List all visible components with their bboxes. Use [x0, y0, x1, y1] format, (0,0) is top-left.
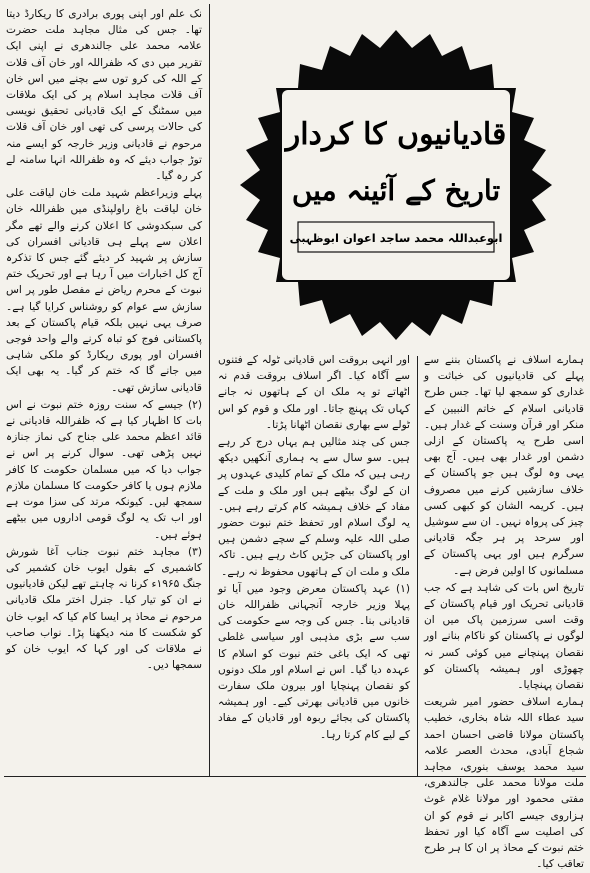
right-paragraph-1: ہمارے اسلاف نے پاکستان بننے سے پہلے کی قادیانیوں کی خباثت و غداری کو سمجھ لیا تھا۔ جس طرح قادیانی اسلام کے خاتم النبیین کے منکر اور قرآن وسنت کے غدار ہیں۔ اسی طرح یہ پاکستان کے ازلی دشمن اور غدار بھی ہیں۔ آج بھی یہی وہ لوگ ہیں جو پاکستان کے خلاف سازشیں کرنے میں مصروف ہیں۔ کریمہ الشان کو کبھی کسی چیز کی پرواہ نہیں۔ ان سے سوشیل اور سرحد پر ہر جگہ قادیانی سرگرم ہیں اور یہی پاکستان کے مسلمانوں کا اولین فرض ہے۔: [424, 354, 584, 577]
headline-badge: [234, 28, 558, 342]
byline: ابوعبداللہ محمد ساجد اعوان ابوظہبی: [289, 231, 503, 245]
left-column: [6, 6, 202, 776]
headline-line-2: تاریخ کے آئینہ میں: [291, 174, 501, 207]
middle-paragraph-3: (۱) عہد پاکستان معرض وجود میں آیا تو پہلا وزیر خارجہ آنجہانی ظفراللہ خان قادیانی بنا۔ جس کی وجہ سے حکومت کی سب سے بڑی مذہبی اور سیاسی غلطی تھی کہ ایک باغی ختم نبوت کو اسلام کا عہدہ دیا گیا۔ اس نے اسلام اور ملک دونوں کو نقصان پہنچایا اور بیرون ملک سفارت خانوں میں قادیانی بھرتی کیے۔ اور ہمیشہ پاکستان کی بجائے ربوہ اور قادیان کے مفاد کے لیے کام کرتا رہا۔: [218, 582, 410, 741]
left-paragraph-3: (۲) جیسے کہ سنت روزہ ختم نبوت نے اس بات کا اظہار کیا ہے کہ ظفراللہ قادیانی نے قائد اعظم محمد علی جناح کی نماز جنازہ نہیں پڑھی تھی۔ سوال کرنے پر اس نے جواب دیا کہ میں مسلمان حکومت کا کافر ملازم ہوں یا کافر حکومت کا مسلمان ملازم سمجھ لیں۔ کیونکہ مرتد کی سزا موت ہے اور اب تک یہ لوگ قومی اداروں میں بیٹھے ہوئے ہیں۔: [6, 398, 202, 541]
middle-paragraph-2: جس کی چند مثالیں ہم یہاں درج کر رہے ہیں۔ سو سال سے یہ ہماری آنکھیں دیکھ رہی ہیں کہ ملک کے تمام کلیدی عہدوں پر ان کے لوگ بیٹھے ہیں اور ملک و ملت کے مفاد کے خلاف ہمیشہ کام کرتے رہے ہیں۔ یہ لوگ اسلام اور تحفظ ختم نبوت حضور صلی اللہ علیہ وسلم کے سچے دشمن ہیں اور پاکستان کی جڑیں کاٹ رہے ہیں۔ تاکہ ملک و ملت ان کے ہاتھوں محفوظ نہ رہے۔: [218, 436, 410, 578]
bottom-rule: [4, 776, 586, 777]
left-paragraph-2: پہلے وزیراعظم شہید ملت خان لیاقت علی خان لیاقت باغ راولپنڈی میں ظفراللہ خان کی سبکدوشی کا اعلان کرنے والے تھے مگر اعلان سے پہلے ہی قادیانی افسران کی سازش پر شہید کر دیئے گئے جس کا تذکرہ آج کل اخبارات میں آ رہا ہے اور تحریک ختم نبوت کے محرم ریاض نے مفصل طور پر اس سازش سے عوام کو روشناس کرایا گیا ہے۔ صرف یہی نہیں بلکہ قیام پاکستان کے بعد پاکستانی فوج کو تباہ کرنے والے واحد فوجی افسران اور پوری ریکارڈ کو ملکی شاہی میں جانے گا کہ ختم کر گیا۔ یہ بھی ایک قادیانی سازش تھی۔: [6, 187, 202, 394]
column-divider: [417, 356, 418, 776]
headline-line-1: قادیانیوں کا کردار: [285, 117, 507, 152]
left-paragraph-4: (۳) مجاہد ختم نبوت جناب آغا شورش کاشمیری کے بقول ایوب خان کشمیر کی جنگ ۱۹۶۵ء کرنا نہ چاہتے تھے لیکن قادیانیوں نے ان کو تیار کیا۔ جنرل اختر ملک قادیانی مرحوم نے محاذ پر ایسا کام کیا کہ ایوب خان کو شکست کا منہ دیکھنا پڑا۔ نواب صاحب نے ملاقات کی اور کہا کہ ایوب خان کو سمجھا دیں۔: [6, 545, 202, 672]
right-column: [424, 352, 584, 871]
middle-paragraph-1: اور انہی بروقت اس قادیانی ٹولہ کے فتنوں سے آگاہ کیا۔ اگر اسلاف بروقت قدم نہ اٹھاتے تو یہ ملک ان کے ہاتھوں نہ جانے کہاں تک پہنچ جاتا۔ اور ملک و قوم کو اس ٹولے سے بھاری نقصان اٹھانا پڑتا۔: [218, 354, 410, 431]
right-paragraph-3: ہمارے اسلاف حضور امیر شریعت سید عطاء اللہ شاہ بخاری، خطیب پاکستان مولانا قاضی احسان احمد شجاع آبادی، محدث العصر علامہ سید محمد یوسف بنوری، مجاہد ملت مولانا محمد علی جالندھری، مفتی محمود اور مولانا غلام غوث ہزاروی جیسے اکابر نے قوم کو ان کی اصلیت سے آگاہ کیا اور تحفظ ختم نبوت کے محاذ پر ان کا ہر طرح تعاقب کیا۔: [424, 696, 584, 871]
right-paragraph-2: تاریخ اس بات کی شاہد ہے کہ جب قادیانی تحریک اور قیام پاکستان کے وقت اسی سرزمین پاک میں ان لوگوں نے پاکستان کو ناکام بنانے اور نقصان پہنچانے میں کوئی کسر نہ چھوڑی اور ہمیشہ پاکستان کو نقصان پہنچایا۔: [424, 581, 584, 692]
middle-column: [218, 352, 410, 776]
column-divider: [209, 4, 210, 776]
left-paragraph-1: نک علم اور اپنی پوری برادری کا ریکارڈ دیتا تھا۔ جس کی مثال مجاہد ملت حضرت علامہ محمد علی جالندھری نے اپنی ایک تقریر میں دی کہ ظفراللہ اور خان آف قلات کے اللہ کی کرو توں سے بچنے میں اس خان آف قلات مجاہد اسلام پر کی ایک ملاقات میں سمٹنگ کے ایک قادیانی تحقیق نویسی کی حالات پرسی کی تھی اور خان آف قلات مرحوم نے قادیانی وزیر خارجہ کو ایسے منہ توڑ جواب دیئے کہ وہ ظفراللہ انہا سامنہ لے کر رہ گیا۔: [6, 8, 202, 183]
